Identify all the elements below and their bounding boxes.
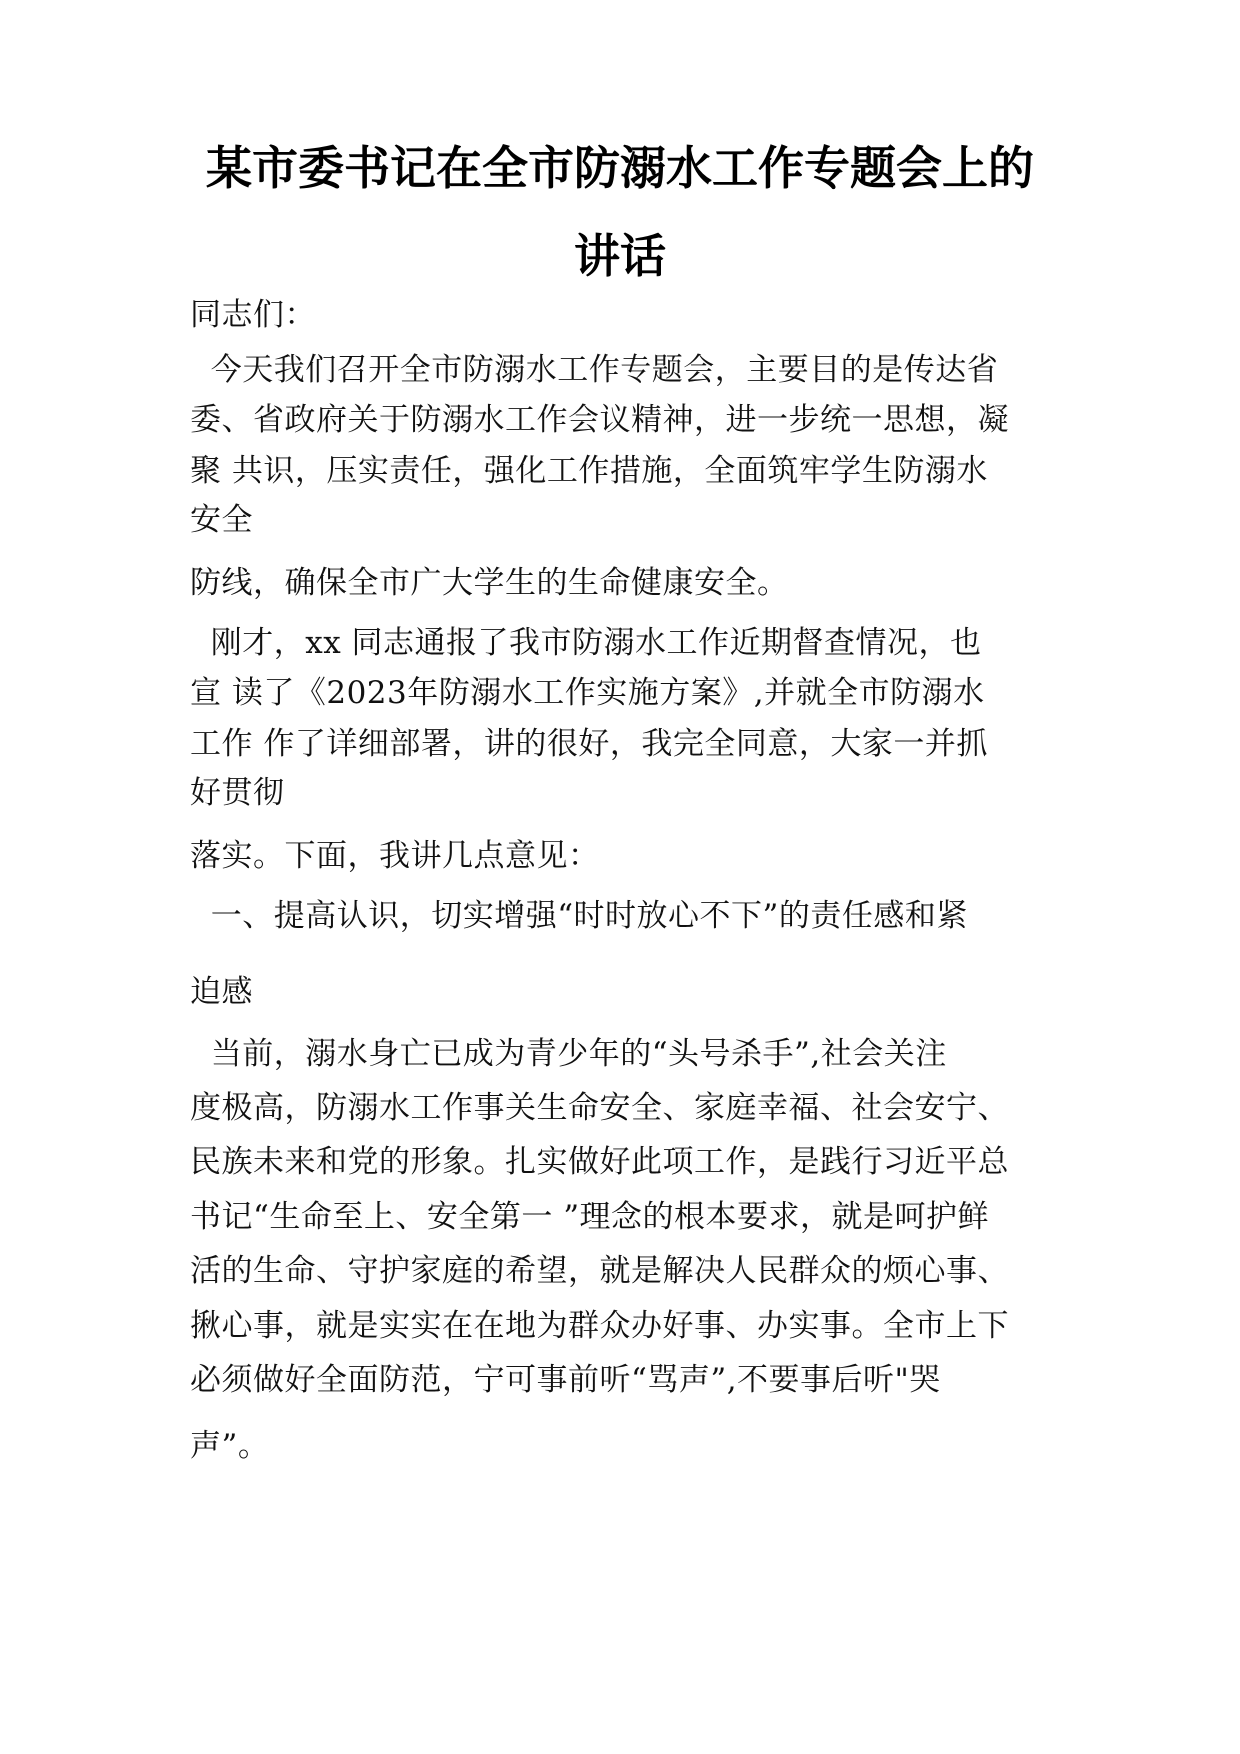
paragraph-line: 防线，确保全市广大学生的生命健康安全。 [190, 565, 789, 601]
paragraph-line: 刚才，xx 同志通报了我市防溺水工作近期督查情况，也 [190, 625, 982, 661]
paragraph-line: 声”。 [190, 1428, 270, 1464]
paragraph-line: 活的生命、守护家庭的希望，就是解决人民群众的烦心事、 [190, 1253, 1009, 1289]
paragraph-line: 落实。下面，我讲几点意见： [190, 838, 600, 874]
section-heading-line: 迫感 [190, 974, 253, 1010]
paragraph-line: 宣 读了《2023年防溺水工作实施方案》,并就全市防溺水 [190, 675, 985, 711]
paragraph-line: 度极高，防溺水工作事关生命安全、家庭幸福、社会安宁、 [190, 1090, 1009, 1126]
paragraph-line: 今天我们召开全市防溺水工作专题会，主要目的是传达省 [190, 352, 999, 388]
salutation: 同志们： [190, 297, 316, 333]
section-heading-line: 一、提高认识，切实增强“时时放心不下”的责任感和紧 [190, 898, 968, 934]
paragraph-line: 揪心事，就是实实在在地为群众办好事、办实事。全市上下 [190, 1308, 1009, 1344]
paragraph-line: 民族未来和党的形象。扎实做好此项工作，是践行习近平总 [190, 1144, 1009, 1180]
paragraph-line: 必须做好全面防范，宁可事前听“骂声”,不要事后听"哭 [190, 1362, 941, 1398]
paragraph-line: 书记“生命至上、安全第一 ”理念的根本要求，就是呵护鲜 [190, 1199, 990, 1235]
paragraph-line: 委、省政府关于防溺水工作会议精神，进一步统一思想，凝 [190, 402, 1009, 438]
document-title-line-2: 讲话 [574, 229, 666, 283]
paragraph-line: 工作 作了详细部署，讲的很好，我完全同意，大家一并抓 [190, 726, 988, 762]
paragraph-line: 当前，溺水身亡已成为青少年的“头号杀手”,社会关注 [190, 1036, 947, 1072]
paragraph-line: 聚 共识，压实责任，强化工作措施，全面筑牢学生防溺水 [190, 453, 988, 489]
paragraph-line: 安全 [190, 502, 253, 538]
document-title-line-1: 某市委书记在全市防溺水工作专题会上的 [206, 141, 1034, 195]
paragraph-line: 好贯彻 [190, 775, 285, 811]
